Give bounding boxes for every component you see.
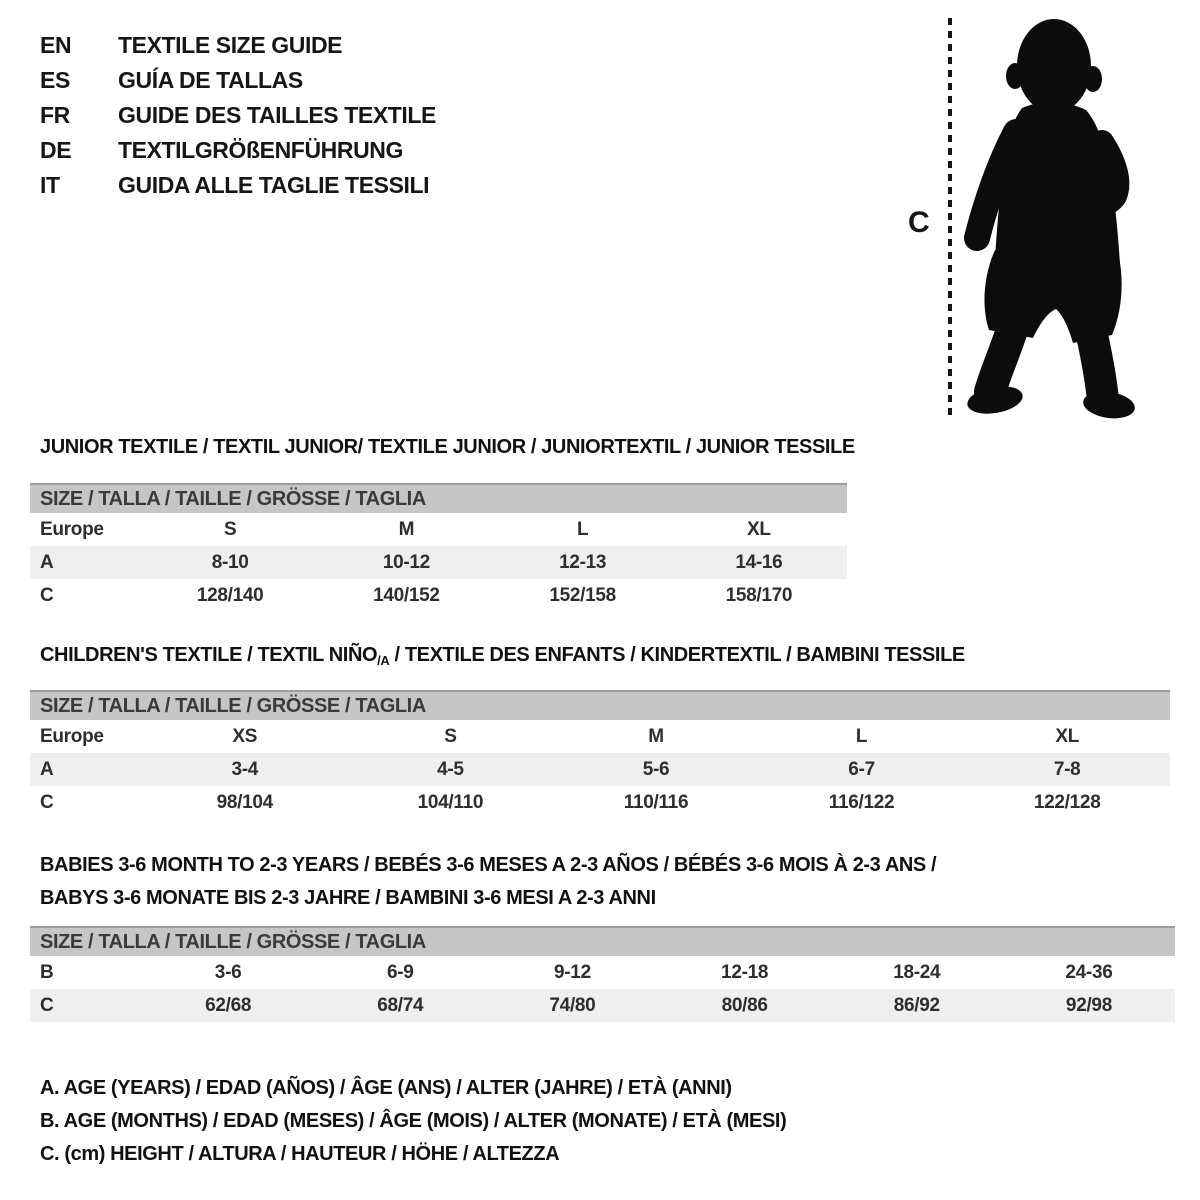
- section-title-junior: [40, 436, 855, 459]
- height-cell: 116/122: [828, 792, 895, 813]
- table-row-height: [30, 579, 847, 612]
- size-cell: S: [444, 726, 457, 747]
- height-cell: 92/98: [1065, 995, 1112, 1016]
- size-cell: M: [398, 519, 415, 540]
- height-cell: 110/116: [623, 792, 689, 813]
- age-cell: 24-36: [1065, 962, 1113, 983]
- title-text: / TEXTILE DES ENFANTS / KINDERTEXTIL / BAMBINI TESSILE: [389, 644, 965, 666]
- language-title-block: [40, 28, 436, 203]
- lang-label: TEXTILGRÖßENFÜHRUNG: [118, 137, 403, 163]
- table-row-age-months: [30, 956, 1175, 989]
- title-text: JUNIOR TEXTILE / TEXTIL JUNIOR/ TEXTILE JUNIOR / JUNIORTEXTIL / JUNIOR TESSILE: [40, 436, 855, 458]
- lang-code: DE: [40, 137, 72, 163]
- size-header-bar: SIZE / TALLA / TAILLE / GRÖSSE / TAGLIA: [30, 690, 1170, 720]
- age-cell: 8-10: [211, 552, 249, 573]
- row-label: C: [40, 995, 54, 1016]
- size-cell: M: [648, 726, 664, 747]
- age-cell: 10-12: [382, 552, 430, 573]
- height-cell: 140/152: [373, 585, 440, 606]
- age-cell: 12-13: [559, 552, 607, 573]
- lang-code: IT: [40, 172, 60, 198]
- lang-row-fr: [40, 98, 436, 133]
- size-cell: XL: [1055, 726, 1080, 747]
- height-measure-label: C: [908, 206, 930, 239]
- height-cell: 128/140: [196, 585, 264, 606]
- size-cell: L: [855, 726, 868, 747]
- table-row-height: [30, 989, 1175, 1022]
- legend-line-c: C. (cm) HEIGHT / ALTURA / HAUTEUR / HÖHE / ALTEZZA: [40, 1143, 560, 1165]
- lang-code: EN: [40, 32, 72, 58]
- lang-label: GUIDE DES TAILLES TEXTILE: [118, 102, 436, 128]
- legend-line-b: B. AGE (MONTHS) / EDAD (MESES) / ÂGE (MOIS) / ALTER (MONATE) / ETÀ (MESI): [40, 1110, 787, 1132]
- size-cell: S: [223, 519, 237, 540]
- size-cell: L: [576, 519, 589, 540]
- height-cell: 152/158: [549, 585, 616, 606]
- section-title-children: [40, 644, 965, 668]
- age-cell: 18-24: [893, 962, 941, 983]
- age-cell: 7-8: [1053, 759, 1081, 780]
- row-label: C: [40, 792, 54, 813]
- row-label: Europe: [40, 726, 104, 747]
- age-cell: 4-5: [437, 759, 464, 780]
- babies-size-table: [30, 926, 1175, 1022]
- legend-line-a: A. AGE (YEARS) / EDAD (AÑOS) / ÂGE (ANS) / ALTER (JAHRE) / ETÀ (ANNI): [40, 1077, 732, 1099]
- row-label: B: [40, 962, 54, 983]
- size-header-bar: SIZE / TALLA / TAILLE / GRÖSSE / TAGLIA: [30, 926, 1175, 956]
- height-cell: 104/110: [417, 792, 484, 813]
- title-subscript: /A: [377, 653, 390, 668]
- age-cell: 3-6: [214, 962, 242, 983]
- lang-row-de: [40, 133, 436, 168]
- lang-row-es: [40, 63, 436, 98]
- row-label: C: [40, 585, 54, 606]
- lang-label: TEXTILE SIZE GUIDE: [118, 32, 343, 58]
- title-line: BABYS 3-6 MONATE BIS 2-3 JAHRE / BAMBINI 3-6 MESI A 2-3 ANNI: [40, 887, 656, 909]
- height-cell: 122/128: [1033, 792, 1101, 813]
- junior-size-table: [30, 483, 847, 612]
- height-cell: 80/86: [721, 995, 768, 1016]
- age-cell: 5-6: [642, 759, 670, 780]
- height-cell: 98/104: [216, 792, 273, 813]
- lang-label: GUIDA ALLE TAGLIE TESSILI: [118, 172, 430, 198]
- lang-row-it: [40, 168, 436, 203]
- section-title-babies: [40, 849, 936, 915]
- legend-block: [40, 1072, 786, 1171]
- age-cell: 9-12: [554, 962, 591, 983]
- row-label: A: [40, 759, 54, 780]
- lang-row-en: [40, 28, 436, 63]
- age-cell: 6-7: [848, 759, 875, 780]
- height-cell: 86/92: [893, 995, 940, 1016]
- lang-code: FR: [40, 102, 70, 128]
- table-row-europe: [30, 720, 1170, 753]
- height-cell: 74/80: [549, 995, 596, 1016]
- height-measure-dashed-line: [948, 18, 952, 416]
- toddler-silhouette: [962, 12, 1144, 420]
- table-row-age: [30, 753, 1170, 786]
- title-text: CHILDREN'S TEXTILE / TEXTIL NIÑO: [40, 644, 378, 666]
- height-cell: 158/170: [725, 585, 793, 606]
- lang-label: GUÍA DE TALLAS: [118, 67, 303, 93]
- table-row-europe: [30, 513, 847, 546]
- age-cell: 12-18: [721, 962, 769, 983]
- age-cell: 6-9: [386, 962, 414, 983]
- size-cell: XS: [232, 726, 258, 747]
- size-cell: XL: [747, 519, 771, 540]
- size-header-bar: SIZE / TALLA / TAILLE / GRÖSSE / TAGLIA: [30, 483, 847, 513]
- table-row-height: [30, 786, 1170, 819]
- lang-code: ES: [40, 67, 70, 93]
- row-label: A: [40, 552, 54, 573]
- row-label: Europe: [40, 519, 104, 540]
- age-cell: 3-4: [231, 759, 259, 780]
- children-size-table: [30, 690, 1170, 819]
- title-line: BABIES 3-6 MONTH TO 2-3 YEARS / BEBÉS 3-6 MESES A 2-3 AÑOS / BÉBÉS 3-6 MOIS À 2-3 ANS /: [40, 854, 937, 876]
- height-cell: 62/68: [205, 995, 252, 1016]
- age-cell: 14-16: [735, 552, 783, 573]
- table-row-age: [30, 546, 847, 579]
- height-cell: 68/74: [377, 995, 424, 1016]
